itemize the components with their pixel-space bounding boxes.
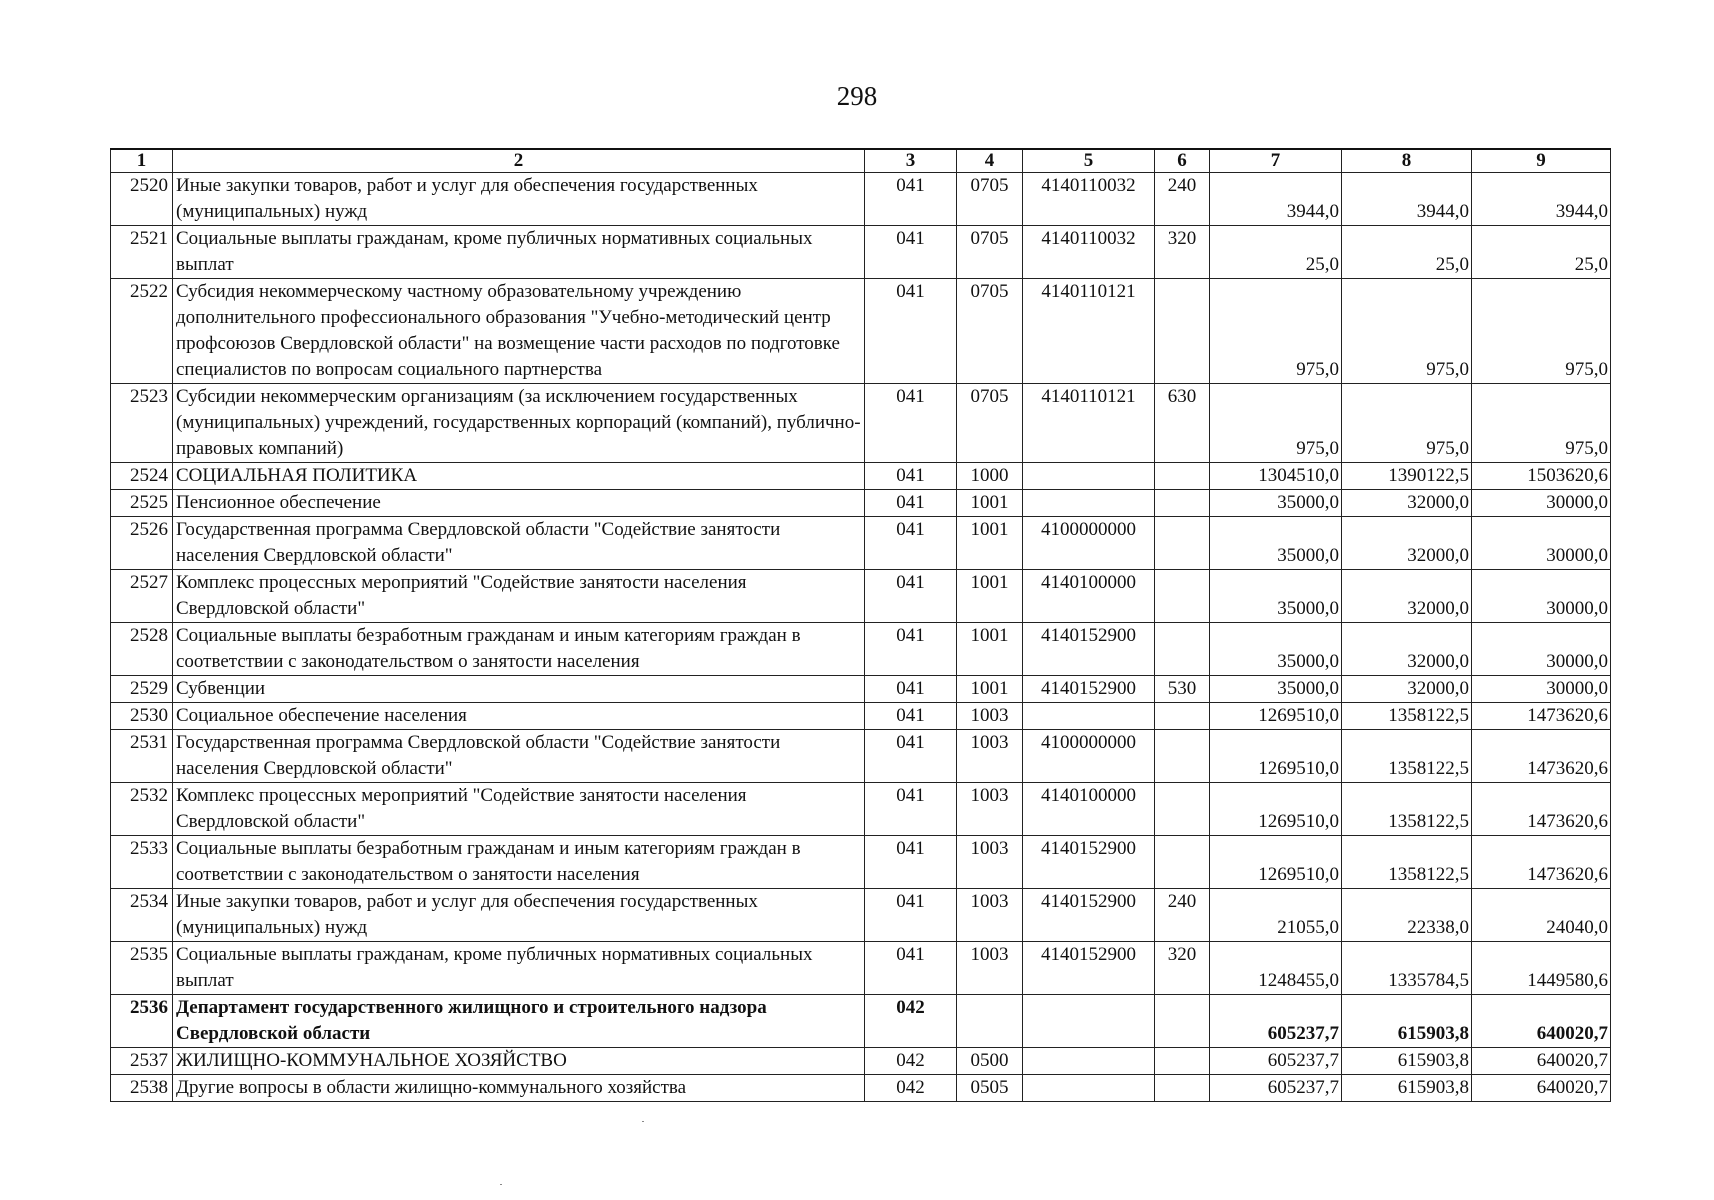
row-value-9: 640020,7: [1472, 1075, 1611, 1102]
row-code-3: 041: [865, 490, 957, 517]
row-value-9: 1449580,6: [1472, 942, 1611, 995]
row-value-9: 1503620,6: [1472, 463, 1611, 490]
row-name: Субсидия некоммерческому частному образовательному учреждению дополнительного профессионального образования "Учебно-методический центр профсоюзов Свердловской области" на возмещение части расходов по подготовке специалистов по вопросам социального партнерства: [173, 279, 865, 384]
row-value-9: 30000,0: [1472, 570, 1611, 623]
row-value-8: 32000,0: [1342, 517, 1472, 570]
row-number: 2537: [111, 1048, 173, 1075]
row-value-9: 640020,7: [1472, 995, 1611, 1048]
row-value-7: 25,0: [1210, 226, 1342, 279]
row-value-8: 1335784,5: [1342, 942, 1472, 995]
row-value-7: 1269510,0: [1210, 836, 1342, 889]
row-value-8: 1358122,5: [1342, 703, 1472, 730]
row-name: Социальные выплаты безработным гражданам и иным категориям граждан в соответствии с законодательством о занятости населения: [173, 623, 865, 676]
row-code-4: 1003: [957, 836, 1023, 889]
row-code-5: 4140152900: [1023, 623, 1155, 676]
row-code-5: 4140152900: [1023, 676, 1155, 703]
row-code-3: 041: [865, 703, 957, 730]
row-name: Другие вопросы в области жилищно-коммунального хозяйства: [173, 1075, 865, 1102]
row-code-6: 320: [1155, 942, 1210, 995]
row-code-3: 042: [865, 1075, 957, 1102]
row-code-6: [1155, 570, 1210, 623]
row-name: Социальное обеспечение населения: [173, 703, 865, 730]
header-cell-2: 2: [173, 149, 865, 173]
row-code-4: 1001: [957, 490, 1023, 517]
row-name: Социальные выплаты гражданам, кроме публичных нормативных социальных выплат: [173, 226, 865, 279]
row-name: Иные закупки товаров, работ и услуг для обеспечения государственных (муниципальных) нужд: [173, 173, 865, 226]
row-value-7: 35000,0: [1210, 676, 1342, 703]
row-code-4: 1003: [957, 783, 1023, 836]
row-code-6: [1155, 995, 1210, 1048]
row-code-5: 4140152900: [1023, 889, 1155, 942]
row-name: Пенсионное обеспечение: [173, 490, 865, 517]
table-row: [111, 783, 1611, 836]
row-name: Субвенции: [173, 676, 865, 703]
row-code-4: 0505: [957, 1075, 1023, 1102]
table-row: [111, 889, 1611, 942]
page-number: 298: [836, 81, 878, 111]
row-value-7: 21055,0: [1210, 889, 1342, 942]
header-cell-8: 8: [1342, 149, 1472, 173]
row-code-5: 4140100000: [1023, 570, 1155, 623]
row-value-8: 1358122,5: [1342, 783, 1472, 836]
row-code-4: [957, 995, 1023, 1048]
row-code-4: 0705: [957, 384, 1023, 463]
table-row: [111, 1075, 1611, 1102]
row-value-9: 975,0: [1472, 384, 1611, 463]
row-code-6: 630: [1155, 384, 1210, 463]
row-code-3: 041: [865, 836, 957, 889]
table-row: [111, 676, 1611, 703]
row-value-9: 3944,0: [1472, 173, 1611, 226]
row-value-8: 975,0: [1342, 279, 1472, 384]
row-name: Государственная программа Свердловской области "Содействие занятости населения Свердловской области": [173, 517, 865, 570]
row-code-6: [1155, 623, 1210, 676]
row-code-6: [1155, 730, 1210, 783]
row-value-8: 22338,0: [1342, 889, 1472, 942]
row-number: 2534: [111, 889, 173, 942]
header-cell-6: 6: [1155, 149, 1210, 173]
table-row: [111, 490, 1611, 517]
row-code-3: 041: [865, 279, 957, 384]
row-name: Социальные выплаты безработным гражданам и иным категориям граждан в соответствии с законодательством о занятости населения: [173, 836, 865, 889]
row-name: Департамент государственного жилищного и строительного надзора Свердловской области: [173, 995, 865, 1048]
row-number: 2520: [111, 173, 173, 226]
row-code-5: [1023, 1075, 1155, 1102]
row-number: 2525: [111, 490, 173, 517]
row-value-8: 615903,8: [1342, 995, 1472, 1048]
scan-speck: [642, 1121, 644, 1122]
table-row: [111, 703, 1611, 730]
row-value-8: 975,0: [1342, 384, 1472, 463]
row-value-8: 3944,0: [1342, 173, 1472, 226]
row-code-6: [1155, 1048, 1210, 1075]
table-row: [111, 730, 1611, 783]
row-code-5: 4140100000: [1023, 783, 1155, 836]
row-code-5: [1023, 463, 1155, 490]
row-value-7: 35000,0: [1210, 623, 1342, 676]
row-name: Государственная программа Свердловской области "Содействие занятости населения Свердловской области": [173, 730, 865, 783]
row-value-8: 32000,0: [1342, 623, 1472, 676]
row-value-9: 975,0: [1472, 279, 1611, 384]
row-code-3: 042: [865, 1048, 957, 1075]
row-code-5: [1023, 995, 1155, 1048]
row-name: ЖИЛИЩНО-КОММУНАЛЬНОЕ ХОЗЯЙСТВО: [173, 1048, 865, 1075]
row-code-3: 041: [865, 730, 957, 783]
row-code-5: 4140110032: [1023, 226, 1155, 279]
row-code-4: 1001: [957, 623, 1023, 676]
row-value-7: 1269510,0: [1210, 783, 1342, 836]
row-code-5: 4140110121: [1023, 279, 1155, 384]
row-value-8: 1358122,5: [1342, 730, 1472, 783]
row-name: Комплекс процессных мероприятий "Содействие занятости населения Свердловской области": [173, 570, 865, 623]
row-value-8: 615903,8: [1342, 1048, 1472, 1075]
table-row: [111, 995, 1611, 1048]
table-row: [111, 942, 1611, 995]
row-code-4: 0500: [957, 1048, 1023, 1075]
row-code-6: [1155, 279, 1210, 384]
table-header: [111, 149, 1611, 173]
row-code-3: 041: [865, 942, 957, 995]
row-code-3: 041: [865, 384, 957, 463]
row-value-8: 32000,0: [1342, 570, 1472, 623]
row-code-4: 0705: [957, 173, 1023, 226]
row-code-6: [1155, 463, 1210, 490]
row-value-9: 25,0: [1472, 226, 1611, 279]
row-value-7: 3944,0: [1210, 173, 1342, 226]
row-code-3: 041: [865, 517, 957, 570]
row-value-8: 32000,0: [1342, 490, 1472, 517]
row-value-9: 30000,0: [1472, 490, 1611, 517]
row-number: 2532: [111, 783, 173, 836]
row-value-8: 25,0: [1342, 226, 1472, 279]
table-row: [111, 517, 1611, 570]
row-code-6: [1155, 517, 1210, 570]
row-number: 2529: [111, 676, 173, 703]
row-value-9: 30000,0: [1472, 517, 1611, 570]
row-code-3: 042: [865, 995, 957, 1048]
row-code-4: 1001: [957, 570, 1023, 623]
row-value-7: 1304510,0: [1210, 463, 1342, 490]
scan-speck: [500, 1184, 502, 1185]
table-row: [111, 384, 1611, 463]
row-code-4: 1000: [957, 463, 1023, 490]
row-code-3: 041: [865, 463, 957, 490]
row-number: 2524: [111, 463, 173, 490]
row-number: 2538: [111, 1075, 173, 1102]
row-code-6: [1155, 1075, 1210, 1102]
row-value-9: 1473620,6: [1472, 783, 1611, 836]
row-value-7: 605237,7: [1210, 1075, 1342, 1102]
row-value-7: 35000,0: [1210, 490, 1342, 517]
row-value-7: 975,0: [1210, 384, 1342, 463]
row-code-5: 4100000000: [1023, 517, 1155, 570]
header-cell-1: 1: [111, 149, 173, 173]
row-value-8: 32000,0: [1342, 676, 1472, 703]
row-value-8: 1390122,5: [1342, 463, 1472, 490]
header-cell-7: 7: [1210, 149, 1342, 173]
row-code-4: 1001: [957, 676, 1023, 703]
row-name: Социальные выплаты гражданам, кроме публичных нормативных социальных выплат: [173, 942, 865, 995]
row-code-4: 1003: [957, 942, 1023, 995]
row-name: Комплекс процессных мероприятий "Содействие занятости населения Свердловской области": [173, 783, 865, 836]
row-value-9: 30000,0: [1472, 623, 1611, 676]
row-name: Субсидии некоммерческим организациям (за исключением государственных (муниципальных) учреждений, государственных корпораций (компаний), публично-правовых компаний): [173, 384, 865, 463]
table-body: [111, 173, 1611, 1102]
table-row: [111, 173, 1611, 226]
row-code-6: 320: [1155, 226, 1210, 279]
row-number: 2522: [111, 279, 173, 384]
row-value-9: 24040,0: [1472, 889, 1611, 942]
row-code-3: 041: [865, 676, 957, 703]
row-code-3: 041: [865, 570, 957, 623]
table-row: [111, 623, 1611, 676]
row-value-9: 30000,0: [1472, 676, 1611, 703]
row-code-6: [1155, 703, 1210, 730]
row-value-9: 640020,7: [1472, 1048, 1611, 1075]
row-code-4: 1003: [957, 889, 1023, 942]
row-number: 2530: [111, 703, 173, 730]
row-code-4: 0705: [957, 279, 1023, 384]
row-code-5: 4140110032: [1023, 173, 1155, 226]
row-name: СОЦИАЛЬНАЯ ПОЛИТИКА: [173, 463, 865, 490]
row-value-9: 1473620,6: [1472, 836, 1611, 889]
row-number: 2523: [111, 384, 173, 463]
row-code-6: 530: [1155, 676, 1210, 703]
header-cell-4: 4: [957, 149, 1023, 173]
row-number: 2527: [111, 570, 173, 623]
row-number: 2536: [111, 995, 173, 1048]
row-code-5: 4100000000: [1023, 730, 1155, 783]
row-value-9: 1473620,6: [1472, 703, 1611, 730]
row-value-8: 615903,8: [1342, 1075, 1472, 1102]
row-value-7: 1248455,0: [1210, 942, 1342, 995]
table-row: [111, 463, 1611, 490]
row-code-6: 240: [1155, 173, 1210, 226]
row-code-3: 041: [865, 623, 957, 676]
row-code-6: [1155, 783, 1210, 836]
row-code-3: 041: [865, 889, 957, 942]
header-cell-5: 5: [1023, 149, 1155, 173]
row-value-7: 1269510,0: [1210, 730, 1342, 783]
table-row: [111, 836, 1611, 889]
table-row: [111, 1048, 1611, 1075]
row-code-6: [1155, 836, 1210, 889]
row-number: 2535: [111, 942, 173, 995]
row-number: 2526: [111, 517, 173, 570]
row-code-4: 1003: [957, 703, 1023, 730]
row-code-5: [1023, 490, 1155, 517]
row-code-3: 041: [865, 783, 957, 836]
row-name: Иные закупки товаров, работ и услуг для обеспечения государственных (муниципальных) нужд: [173, 889, 865, 942]
row-code-5: [1023, 703, 1155, 730]
row-number: 2521: [111, 226, 173, 279]
header-row: [111, 149, 1611, 173]
row-code-5: 4140152900: [1023, 836, 1155, 889]
table-row: [111, 570, 1611, 623]
row-code-3: 041: [865, 226, 957, 279]
row-code-4: 0705: [957, 226, 1023, 279]
row-code-6: 240: [1155, 889, 1210, 942]
row-number: 2531: [111, 730, 173, 783]
table-row: [111, 226, 1611, 279]
row-code-4: 1001: [957, 517, 1023, 570]
row-value-7: 605237,7: [1210, 1048, 1342, 1075]
header-cell-9: 9: [1472, 149, 1611, 173]
budget-table: [110, 148, 1611, 1102]
row-value-7: 975,0: [1210, 279, 1342, 384]
row-value-7: 35000,0: [1210, 570, 1342, 623]
header-cell-3: 3: [865, 149, 957, 173]
row-code-5: 4140110121: [1023, 384, 1155, 463]
row-value-9: 1473620,6: [1472, 730, 1611, 783]
row-code-5: [1023, 1048, 1155, 1075]
row-value-7: 1269510,0: [1210, 703, 1342, 730]
row-code-4: 1003: [957, 730, 1023, 783]
row-code-3: 041: [865, 173, 957, 226]
row-number: 2528: [111, 623, 173, 676]
row-value-7: 35000,0: [1210, 517, 1342, 570]
row-value-7: 605237,7: [1210, 995, 1342, 1048]
row-value-8: 1358122,5: [1342, 836, 1472, 889]
row-code-6: [1155, 490, 1210, 517]
row-number: 2533: [111, 836, 173, 889]
row-code-5: 4140152900: [1023, 942, 1155, 995]
table-row: [111, 279, 1611, 384]
